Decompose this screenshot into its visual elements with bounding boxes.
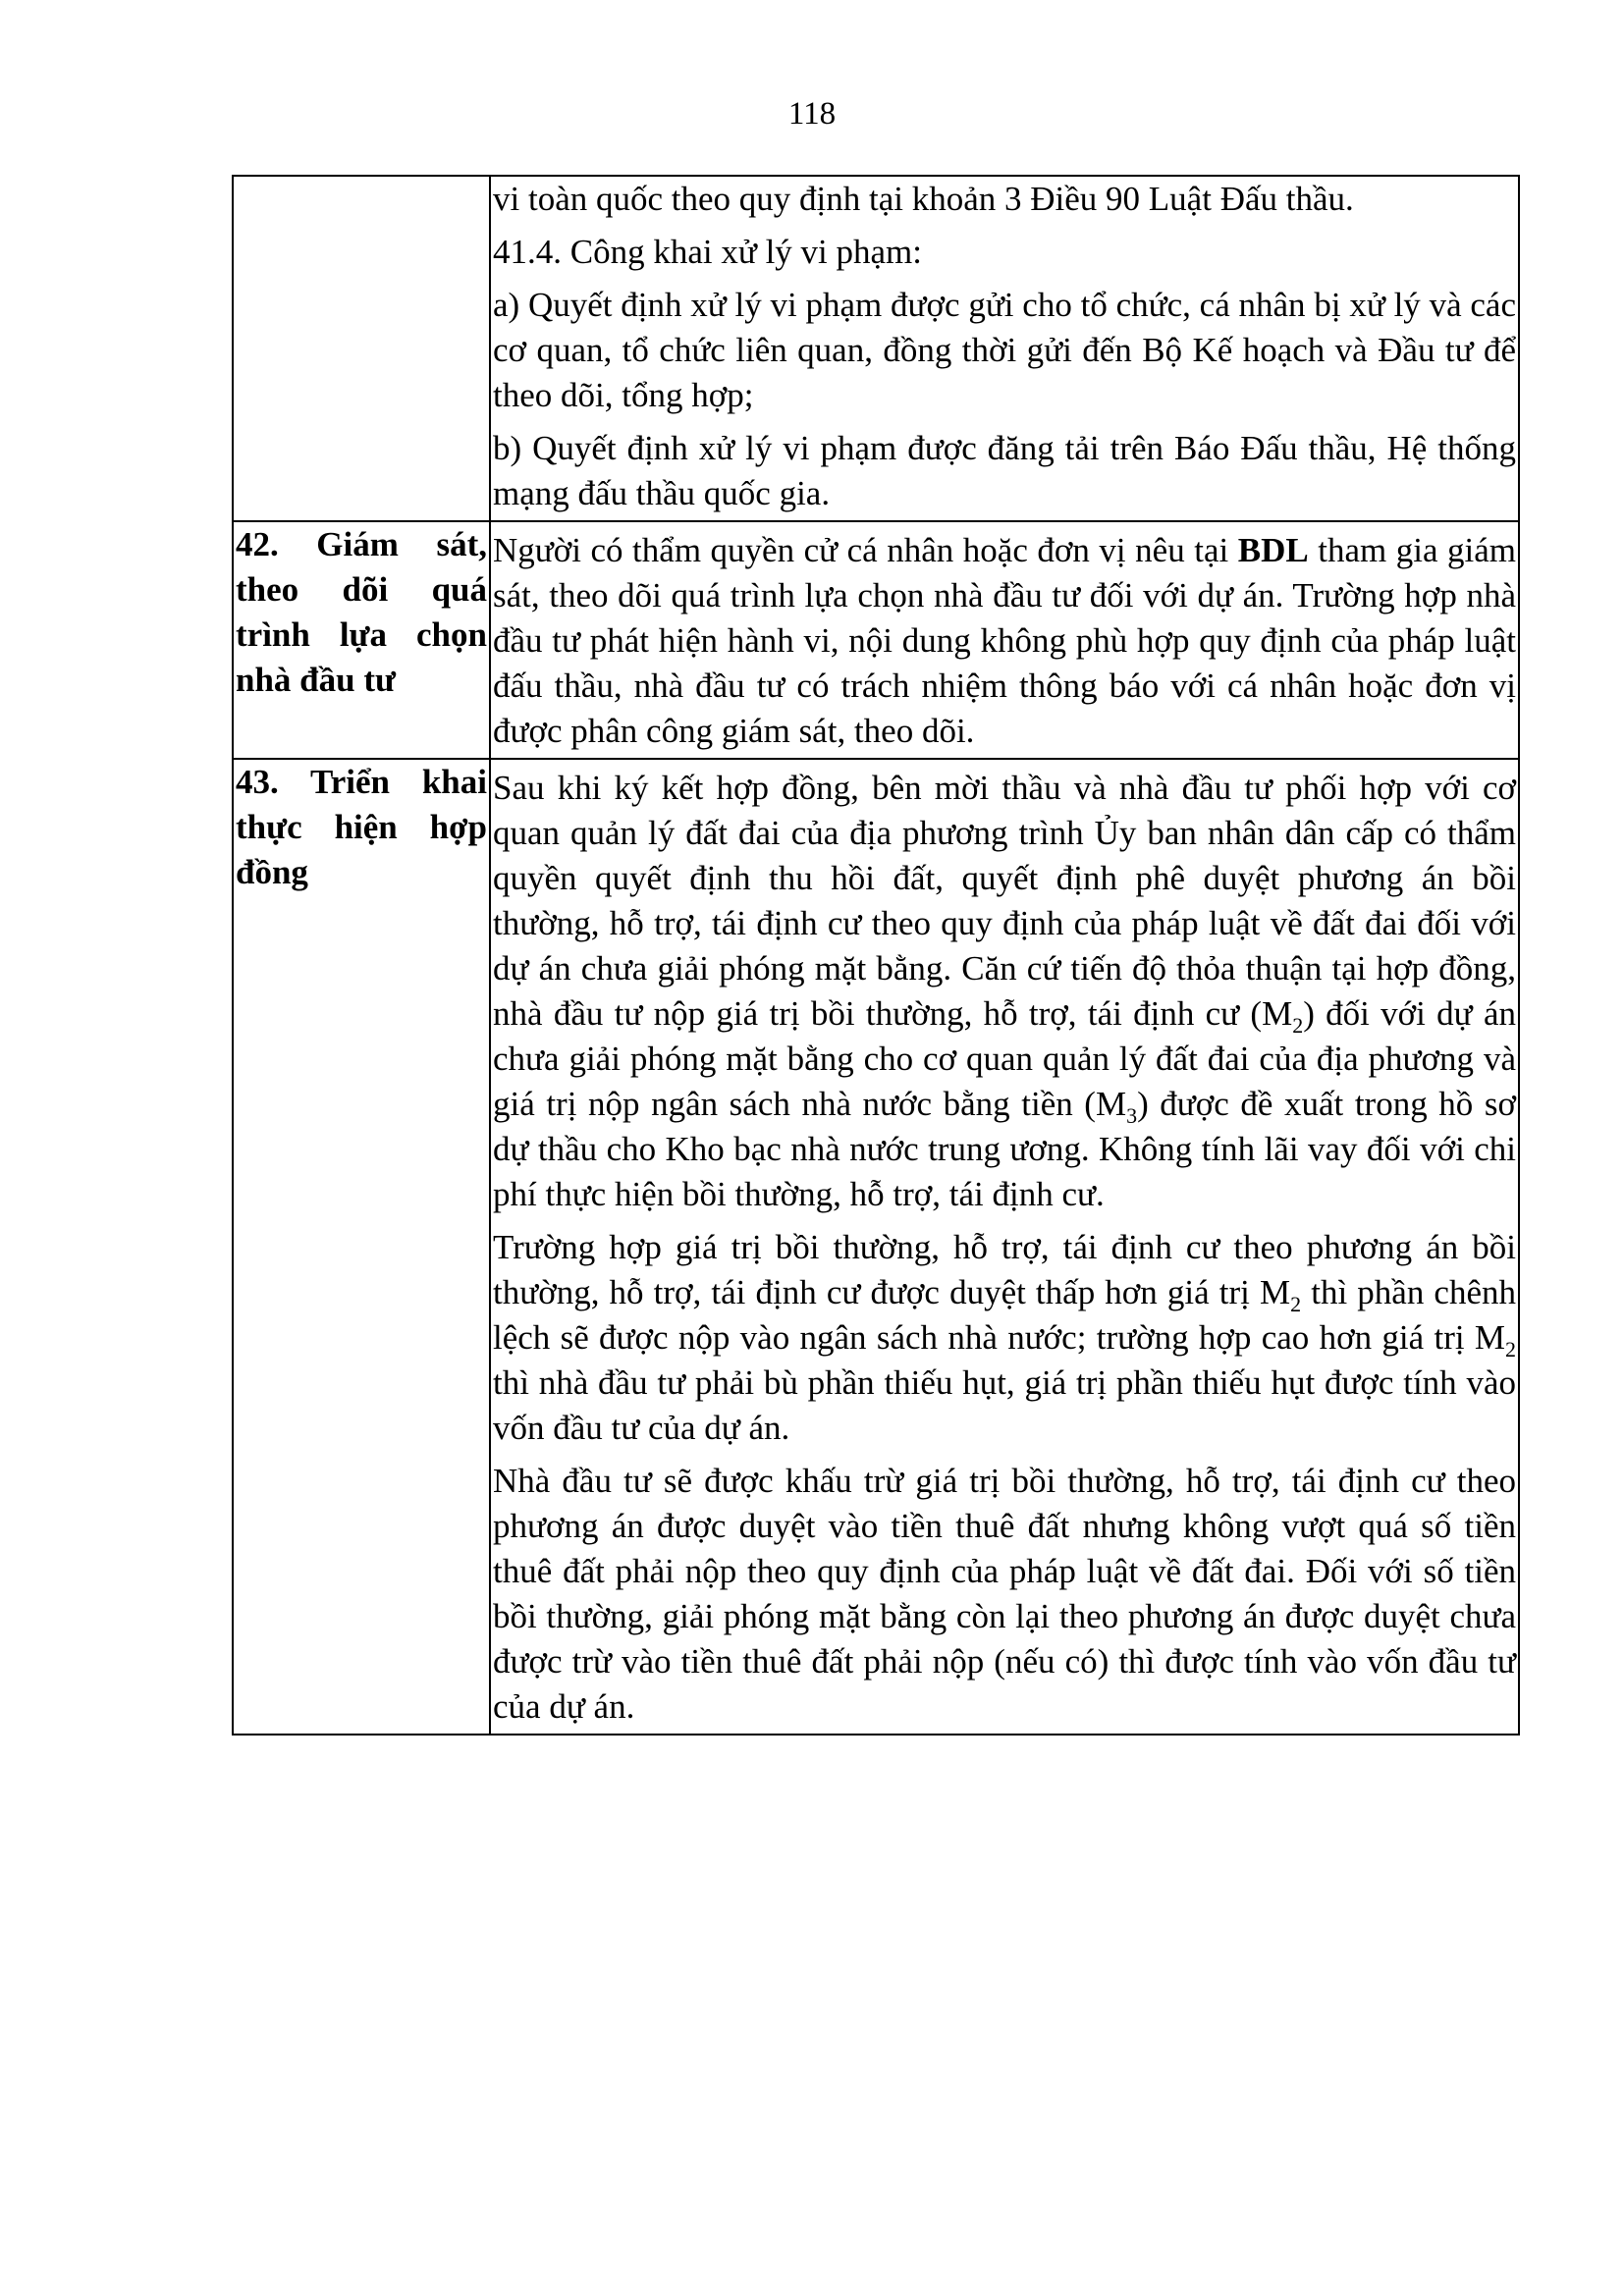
subscript: 3 xyxy=(1126,1103,1138,1128)
subscript: 2 xyxy=(1290,1292,1302,1316)
paragraph: b) Quyết định xử lý vi phạm được đăng tải trên Báo Đấu thầu, Hệ thống mạng đấu thầu quốc gia. xyxy=(493,429,1516,512)
paragraph: 41.4. Công khai xử lý vi phạm: xyxy=(493,233,923,271)
row-label xyxy=(233,176,490,521)
text-run: Trường hợp giá trị bồi thường, hỗ trợ, tái định cư theo phương án bồi thường, hỗ trợ, tái định cư được duyệt thấp hơn giá trị M xyxy=(493,1228,1516,1311)
table-row xyxy=(233,176,1519,521)
page-number: 118 xyxy=(787,96,837,132)
paragraph xyxy=(493,528,1516,754)
paragraph: Nhà đầu tư sẽ được khấu trừ giá trị bồi thường, hỗ trợ, tái định cư theo phương án được duyệt vào tiền thuê đất nhưng không vượt quá số tiền thuê đất phải nộp theo quy định của pháp luật về đất đai. Đối với số tiền bồi thường, giải phóng mặt bằng còn lại theo phương án được duyệt chưa được trừ vào tiền thuê đất phải nộp (nếu có) thì được tính vào vốn đầu tư của dự án. xyxy=(493,1462,1516,1726)
text-run: Sau khi ký kết hợp đồng, bên mời thầu và nhà đầu tư phối hợp với cơ quan quản lý đất đai của địa phương trình Ủy ban nhân dân cấp có thẩm quyền quyết định thu hồi đất, quyết định phê duyệt phương án bồi thường, hỗ trợ, tái định cư theo quy định của pháp luật về đất đai đối với dự án chưa giải phóng mặt bằng. Căn cứ tiến độ thỏa thuận tại hợp đồng, nhà đầu tư nộp giá trị bồi thường, hỗ trợ, tái định cư (M xyxy=(493,769,1516,1033)
row-content xyxy=(490,759,1519,1735)
row-label-section-43: 43. Triển khai thực hiện hợp đồng xyxy=(233,759,490,1735)
subscript: 2 xyxy=(1292,1013,1304,1038)
row-label-section-42: 42. Giám sát, theo dõi quá trình lựa chọn nhà đầu tư xyxy=(233,521,490,759)
paragraph xyxy=(493,1225,1516,1451)
paragraph: vi toàn quốc theo quy định tại khoản 3 Điều 90 Luật Đấu thầu. xyxy=(493,180,1354,218)
row-content xyxy=(490,176,1519,521)
text-run: ) được đề xuất trong hồ sơ dự thầu cho Kho bạc nhà nước trung ương. Không tính lãi vay đối với chi phí thực hiện bồi thường, hỗ trợ, tái định cư. xyxy=(493,1085,1516,1213)
subscript: 2 xyxy=(1505,1337,1516,1362)
table-row xyxy=(233,759,1519,1735)
table-row xyxy=(233,521,1519,759)
text-run: ) đối với dự án chưa giải phóng mặt bằng cho cơ quan quản lý đất đai của địa phương và giá trị nộp ngân sách nhà nước bằng tiền (M xyxy=(493,994,1516,1123)
text-run: Người có thẩm quyền cử cá nhân hoặc đơn vị nêu tại xyxy=(493,531,1238,569)
text-run: tham gia giám sát, theo dõi quá trình lựa chọn nhà đầu tư đối với dự án. Trường hợp nhà đầu tư phát hiện hành vi, nội dung không phù hợp quy định của pháp luật đấu thầu, nhà đầu tư có trách nhiệm thông báo với cá nhân hoặc đơn vị được phân công giám sát, theo dõi. xyxy=(493,531,1516,750)
row-content xyxy=(490,521,1519,759)
paragraph: a) Quyết định xử lý vi phạm được gửi cho tổ chức, cá nhân bị xử lý và các cơ quan, tổ chức liên quan, đồng thời gửi đến Bộ Kế hoạch và Đầu tư để theo dõi, tổng hợp; xyxy=(493,286,1516,414)
text-run: thì phần chênh lệch sẽ được nộp vào ngân sách nhà nước; trường hợp cao hơn giá trị M xyxy=(493,1273,1516,1357)
document-table xyxy=(232,175,1520,1735)
paragraph xyxy=(493,766,1516,1217)
bdl-reference: BDL xyxy=(1237,531,1309,569)
text-run: thì nhà đầu tư phải bù phần thiếu hụt, giá trị phần thiếu hụt được tính vào vốn đầu tư của dự án. xyxy=(493,1363,1516,1447)
